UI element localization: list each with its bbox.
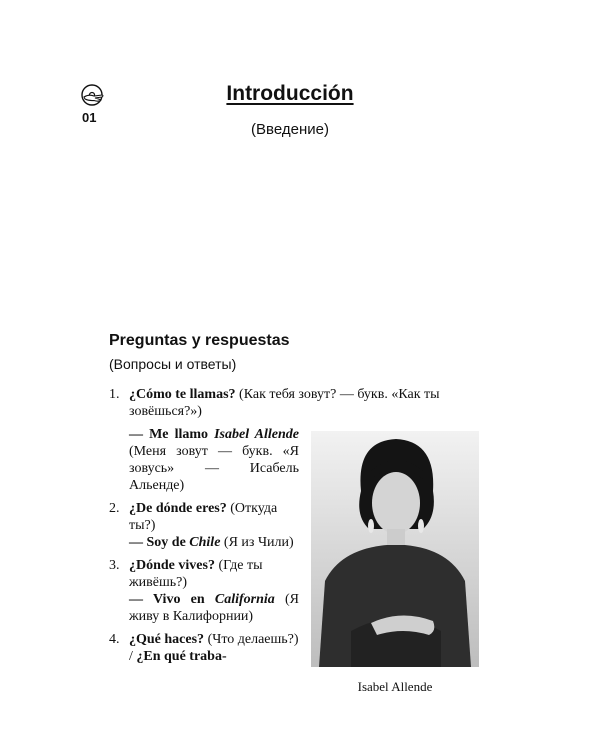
page-title: Introducción: [226, 82, 354, 105]
answer: [129, 426, 479, 494]
question-text: ¿De dónde eres?: [129, 501, 227, 516]
page-subtitle: (Введение): [251, 121, 329, 138]
item-number: 2.: [109, 501, 120, 516]
question-note: (Откуда ты?): [129, 501, 278, 533]
qa-item: [109, 631, 479, 665]
answer-name: Chile: [189, 535, 221, 550]
question-text: ¿Qué haces?: [129, 632, 205, 647]
answer-dash: —: [129, 535, 147, 550]
question: [129, 500, 479, 534]
question-text: ¿Cómo te llamas?: [129, 387, 236, 402]
answer-text: Vivo en: [152, 592, 215, 607]
answer: [129, 534, 479, 551]
question-text: ¿Dónde vives?: [129, 558, 215, 573]
question-note: (Где ты живёшь?): [129, 558, 263, 590]
question-note: (Как тебя зовут? — букв. «Как ты зовёшься?»): [129, 387, 440, 419]
qa-item: [109, 386, 479, 420]
answer-dash: —: [129, 592, 153, 607]
track-number: 01: [82, 110, 97, 125]
question: [129, 557, 479, 591]
item-number: 3.: [109, 558, 120, 573]
answer-note: (Я живу в Калифорнии): [129, 592, 300, 624]
qa-list: [109, 386, 479, 695]
question-text-2: ¿En qué traba-: [136, 649, 227, 664]
question-note: (Что делаешь?) /: [129, 632, 299, 664]
question: [129, 631, 479, 665]
item-number: 1.: [109, 387, 120, 402]
photo-caption: Isabel Allende: [357, 679, 433, 694]
section-title: Preguntas y respuestas: [109, 332, 290, 349]
question: [129, 386, 479, 420]
qa-item: [109, 500, 479, 551]
answer-name: Isabel Allende: [214, 427, 299, 442]
answer-name: California: [214, 592, 275, 607]
section-subtitle: (Вопросы и ответы): [109, 356, 237, 372]
answer: [129, 591, 479, 625]
answer-note: (Меня зовут — букв. «Я зовусь» — Исабель Альенде): [129, 444, 299, 493]
answer-text: Soy de: [146, 535, 190, 550]
qa-item: [109, 426, 479, 494]
answer-dash: —: [129, 427, 150, 442]
answer-text: Me llamo: [149, 427, 215, 442]
answer-note: (Я из Чили): [220, 535, 294, 550]
item-number: 4.: [109, 632, 120, 647]
qa-item: [109, 557, 479, 625]
